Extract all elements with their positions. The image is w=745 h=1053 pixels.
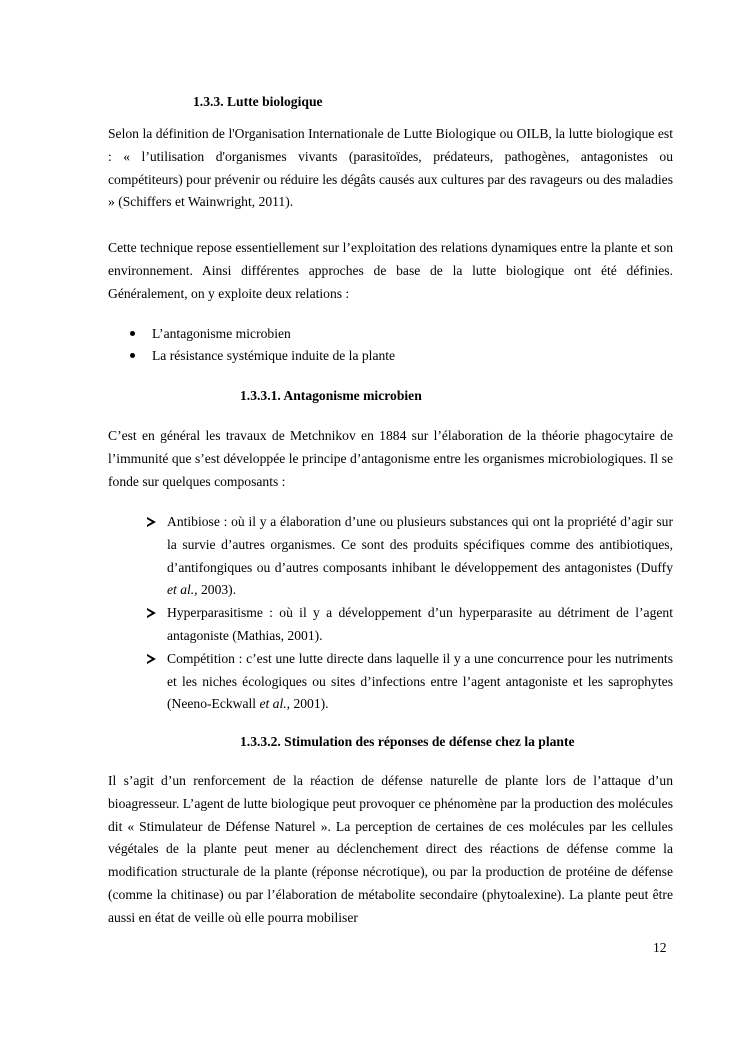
relations-list bbox=[130, 323, 670, 367]
page-number: 12 bbox=[653, 940, 667, 955]
section-heading-1-3-3: 1.3.3. Lutte biologique bbox=[193, 94, 323, 109]
arrow-bullet-icon bbox=[147, 517, 156, 527]
list-item: Compétition : c’est une lutte directe dans laquelle il y a une concurrence pour les nutriments et les niches écologiques ou sites d’infections entre l’agent antagoniste et les saprophytes (Neeno-Eckwall et al., 2001). bbox=[147, 648, 673, 716]
arrow-bullet-icon bbox=[147, 654, 156, 664]
list-item: L’antagonisme microbien bbox=[130, 323, 670, 345]
section-heading-1-3-3-2: 1.3.3.2. Stimulation des réponses de défense chez la plante bbox=[240, 734, 575, 749]
paragraph-antagonism: C’est en général les travaux de Metchnikov en 1884 sur l’élaboration de la théorie phagocytaire de l’immunité que s’est développée le principe d’antagonisme entre les organismes microbiologiques. Il se fonde sur quelques composants : bbox=[108, 428, 673, 489]
list-item: Hyperparasitisme : où il y a développement d’un hyperparasite au détriment de l’agent antagoniste (Mathias, 2001). bbox=[147, 602, 673, 648]
components-list bbox=[147, 511, 673, 716]
arrow-bullet-icon bbox=[147, 608, 156, 618]
list-item: La résistance systémique induite de la plante bbox=[130, 345, 670, 367]
section-heading-1-3-3-1: 1.3.3.1. Antagonisme microbien bbox=[240, 388, 422, 403]
paragraph-definition: Selon la définition de l'Organisation Internationale de Lutte Biologique ou OILB, la lutte biologique est : « l’utilisation d'organismes vivants (parasitoïdes, prédateurs, pathogènes, antagonistes ou compétiteurs) pour prévenir ou réduire les dégâts causés aux cultures par des ravageurs ou des maladies » (Schiffers et Wainwright, 2011). bbox=[108, 126, 673, 210]
bullet-icon bbox=[130, 353, 135, 358]
bullet-icon bbox=[130, 331, 135, 336]
paragraph-stimulation: Il s’agit d’un renforcement de la réaction de défense naturelle de plante lors de l’attaque d’un bioagresseur. L’agent de lutte biologique peut provoquer ce phénomène par la production des molécules dit « Stimulateur de Défense Naturel ». La perception de certaines de ces molécules par les cellules végétales de la plante peut mener au déclenchement direct des réactions de défense comme la modification structurale de la plante (réponse nécrotique), ou par la production de protéine de défense (comme la chitinase) ou par l’élaboration de métabolite secondaire (phytoalexine). La plante peut être aussi en état de veille où elle pourra mobiliser bbox=[108, 773, 673, 925]
paragraph-technique: Cette technique repose essentiellement sur l’exploitation des relations dynamiques entre la plante et son environnement. Ainsi différentes approches de base de la lutte biologique ont été définies. Généralement, on y exploite deux relations : bbox=[108, 240, 673, 301]
list-item: Antibiose : où il y a élaboration d’une ou plusieurs substances qui ont la propriété d’agir sur la survie d’autres organismes. Ce sont des produits spécifiques comme des antibiotiques, d’antifongiques ou d’autres composants inhibant le développement des antagonistes (Duffy et al., 2003). bbox=[147, 511, 673, 602]
